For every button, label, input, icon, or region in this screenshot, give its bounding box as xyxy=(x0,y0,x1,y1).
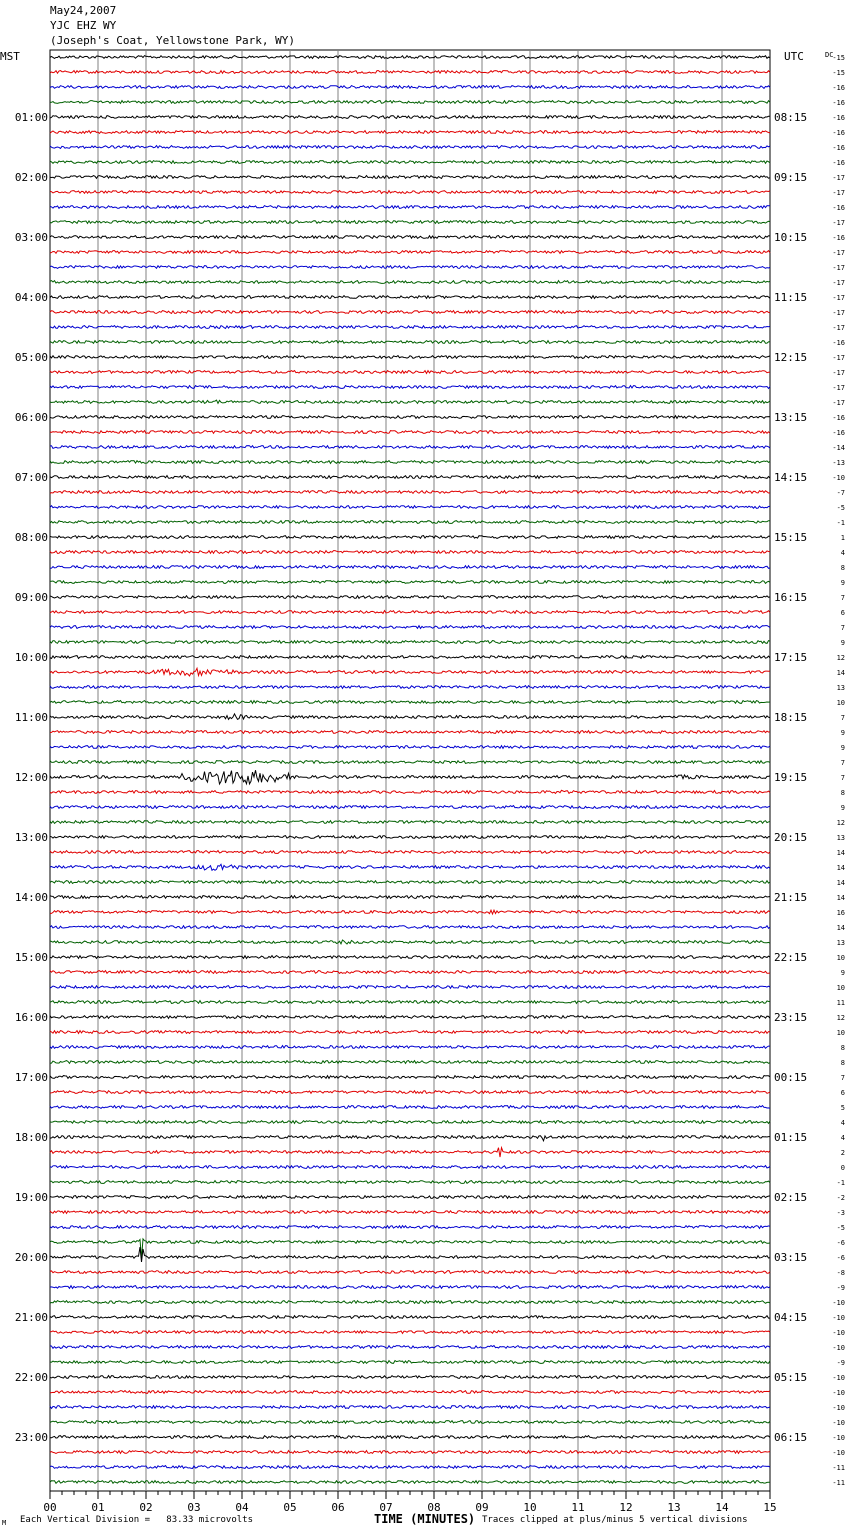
x-tick-label: 04 xyxy=(235,1501,249,1514)
utc-hour-label: 10:15 xyxy=(774,231,808,244)
trace-row xyxy=(50,296,770,299)
trace-row xyxy=(50,356,770,359)
trace-row xyxy=(50,341,770,344)
dc-offset-label: -10 xyxy=(832,1449,845,1457)
dc-offset-label: -16 xyxy=(832,234,845,242)
trace-row xyxy=(50,731,770,734)
dc-offset-label: -11 xyxy=(832,1479,845,1487)
trace-row xyxy=(50,1331,770,1334)
dc-offset-label: -9 xyxy=(836,1284,845,1292)
x-tick-label: 14 xyxy=(715,1501,729,1514)
trace-row xyxy=(50,806,770,809)
trace-row xyxy=(50,506,770,509)
dc-offset-label: -17 xyxy=(832,369,845,377)
trace-row xyxy=(50,864,770,870)
dc-offset-label: 14 xyxy=(836,894,845,902)
dc-offset-label: 9 xyxy=(840,729,845,737)
trace-row xyxy=(50,521,770,524)
mst-hour-label: 04:00 xyxy=(14,291,48,304)
trace-row xyxy=(50,1196,770,1199)
dc-offset-label: 7 xyxy=(840,1074,845,1082)
mst-hour-label: 18:00 xyxy=(14,1131,48,1144)
dc-offset-label: 16 xyxy=(836,909,845,917)
dc-offset-label: -7 xyxy=(836,489,845,497)
trace-row xyxy=(50,476,770,479)
dc-offset-label: -17 xyxy=(832,219,845,227)
x-tick-label: 03 xyxy=(187,1501,201,1514)
trace-row xyxy=(50,770,770,784)
dc-offset-label: -6 xyxy=(836,1239,845,1247)
dc-offset-label: -15 xyxy=(832,69,845,77)
dc-offset-label: 8 xyxy=(840,564,845,572)
dc-offset-label: -10 xyxy=(832,474,845,482)
trace-row xyxy=(50,191,770,194)
mst-hour-label: 16:00 xyxy=(14,1011,48,1024)
trace-row xyxy=(50,1076,770,1079)
dc-offset-label: 12 xyxy=(836,819,845,827)
x-tick-label: 15 xyxy=(763,1501,777,1514)
trace-row xyxy=(50,1301,770,1304)
trace-row xyxy=(50,1316,770,1319)
trace-row xyxy=(50,956,770,959)
clip-note: Traces clipped at plus/minus 5 vertical divisions xyxy=(482,1515,748,1525)
trace-row xyxy=(50,101,770,104)
trace-row xyxy=(50,206,770,209)
trace-row xyxy=(50,431,770,434)
utc-hour-label: 00:15 xyxy=(774,1071,808,1084)
dc-offset-label: -9 xyxy=(836,1359,845,1367)
station-code: YJC EHZ WY xyxy=(50,19,117,32)
dc-offset-label: 13 xyxy=(836,939,845,947)
axis-labels xyxy=(0,50,845,1514)
dc-offset-label: -1 xyxy=(836,519,845,527)
dc-offset-label: 9 xyxy=(840,639,845,647)
dc-offset-label: -17 xyxy=(832,189,845,197)
trace-row xyxy=(50,851,770,854)
dc-offset-label: 7 xyxy=(840,594,845,602)
trace-row xyxy=(50,896,770,899)
dc-offset-label: 13 xyxy=(836,684,845,692)
x-tick-label: 11 xyxy=(571,1501,585,1514)
dc-offset-label: 14 xyxy=(836,879,845,887)
utc-axis-title: UTC xyxy=(784,50,804,63)
trace-row xyxy=(50,761,770,764)
trace-row xyxy=(50,1481,770,1484)
trace-row xyxy=(50,1046,770,1049)
mst-hour-label: 19:00 xyxy=(14,1191,48,1204)
trace-row xyxy=(50,1211,770,1214)
trace-row xyxy=(50,1061,770,1064)
dc-offset-label: -10 xyxy=(832,1389,845,1397)
utc-hour-label: 18:15 xyxy=(774,711,808,724)
dc-offset-label: 10 xyxy=(836,699,845,707)
trace-row xyxy=(50,1106,770,1109)
utc-hour-label: 19:15 xyxy=(774,771,808,784)
trace-row xyxy=(50,926,770,929)
dc-offset-label: -10 xyxy=(832,1404,845,1412)
trace-row xyxy=(50,1406,770,1409)
dc-offset-label: -17 xyxy=(832,294,845,302)
traces xyxy=(50,56,770,1484)
x-tick-label: 09 xyxy=(475,1501,489,1514)
trace-row xyxy=(50,686,770,689)
trace-row xyxy=(50,371,770,374)
trace-row xyxy=(50,1136,770,1141)
trace-row xyxy=(50,790,770,793)
dc-offset-label: 10 xyxy=(836,954,845,962)
trace-row xyxy=(50,1361,770,1364)
trace-row xyxy=(50,821,770,824)
x-tick-label: 08 xyxy=(427,1501,441,1514)
trace-row xyxy=(50,400,770,403)
trace-row xyxy=(50,611,770,614)
mst-hour-label: 21:00 xyxy=(14,1311,48,1324)
dc-offset-label: -16 xyxy=(832,114,845,122)
utc-hour-label: 02:15 xyxy=(774,1191,808,1204)
dc-offset-label: 11 xyxy=(836,999,845,1007)
dc-offset-label: 13 xyxy=(836,834,845,842)
dc-offset-label: 7 xyxy=(840,624,845,632)
trace-row xyxy=(50,881,770,884)
mst-hour-label: 11:00 xyxy=(14,711,48,724)
trace-row xyxy=(50,986,770,989)
trace-row xyxy=(50,1166,770,1169)
dc-offset-label: 7 xyxy=(840,714,845,722)
mst-hour-label: 12:00 xyxy=(14,771,48,784)
dc-offset-label: -17 xyxy=(832,324,845,332)
utc-hour-label: 06:15 xyxy=(774,1431,808,1444)
x-tick-label: 01 xyxy=(91,1501,105,1514)
dc-offset-label: -17 xyxy=(832,354,845,362)
utc-hour-label: 09:15 xyxy=(774,171,808,184)
dc-offset-label: -6 xyxy=(836,1254,845,1262)
trace-row xyxy=(50,236,770,239)
dc-offset-label: 9 xyxy=(840,969,845,977)
mst-hour-label: 20:00 xyxy=(14,1251,48,1264)
dc-offset-label: -11 xyxy=(832,1464,845,1472)
dc-offset-label: -16 xyxy=(832,414,845,422)
dc-offset-label: -2 xyxy=(836,1194,845,1202)
utc-hour-label: 05:15 xyxy=(774,1371,808,1384)
dc-offset-label: 0 xyxy=(840,1164,845,1172)
dc-offset-label: -16 xyxy=(832,339,845,347)
trace-row xyxy=(50,1031,770,1034)
dc-offset-label: -10 xyxy=(832,1299,845,1307)
dc-offset-label: -16 xyxy=(832,204,845,212)
mst-hour-label: 13:00 xyxy=(14,831,48,844)
dc-offset-label: -1 xyxy=(836,1179,845,1187)
trace-row xyxy=(50,596,770,599)
dc-offset-label: 14 xyxy=(836,924,845,932)
dc-offset-label: 2 xyxy=(840,1149,845,1157)
trace-row xyxy=(50,251,770,254)
utc-hour-label: 13:15 xyxy=(774,411,808,424)
trace-row xyxy=(50,836,770,839)
dc-offset-label: -16 xyxy=(832,159,845,167)
trace-row xyxy=(50,1376,770,1379)
utc-hour-label: 03:15 xyxy=(774,1251,808,1264)
trace-row xyxy=(50,146,770,149)
dc-offset-label: 8 xyxy=(840,1059,845,1067)
utc-hour-label: 23:15 xyxy=(774,1011,808,1024)
trace-row xyxy=(50,746,770,749)
x-tick-label: 12 xyxy=(619,1501,633,1514)
trace-row xyxy=(50,161,770,164)
trace-row xyxy=(50,386,770,389)
trace-row xyxy=(50,1466,770,1469)
trace-row xyxy=(50,1001,770,1004)
trace-row xyxy=(50,1091,770,1094)
trace-row xyxy=(50,668,770,676)
utc-hour-label: 01:15 xyxy=(774,1131,808,1144)
trace-row xyxy=(50,1391,770,1394)
trace-row xyxy=(50,656,770,659)
trace-row xyxy=(50,1451,770,1454)
dc-offset-label: -10 xyxy=(832,1329,845,1337)
dc-offset-label: -3 xyxy=(836,1209,845,1217)
dc-offset-label: -17 xyxy=(832,264,845,272)
footer-mark: M xyxy=(2,1519,7,1527)
dc-offset-label: 1 xyxy=(840,534,845,542)
mst-hour-label: 09:00 xyxy=(14,591,48,604)
dc-offset-label: -10 xyxy=(832,1419,845,1427)
mst-axis-title: MST xyxy=(0,50,20,63)
dc-offset-label: 12 xyxy=(836,1014,845,1022)
trace-row xyxy=(50,221,770,224)
utc-hour-label: 15:15 xyxy=(774,531,808,544)
dc-offset-label: -10 xyxy=(832,1374,845,1382)
trace-row xyxy=(50,311,770,314)
trace-row xyxy=(50,551,770,554)
dc-offset-label: 10 xyxy=(836,984,845,992)
dc-offset-label: 14 xyxy=(836,864,845,872)
mst-hour-label: 05:00 xyxy=(14,351,48,364)
dc-offset-label: -16 xyxy=(832,99,845,107)
trace-row xyxy=(50,326,770,329)
trace-row xyxy=(50,1421,770,1424)
dc-axis-title: DC xyxy=(825,51,834,59)
dc-offset-label: -10 xyxy=(832,1314,845,1322)
dc-offset-label: 6 xyxy=(840,609,845,617)
trace-row xyxy=(50,701,770,704)
mst-hour-label: 14:00 xyxy=(14,891,48,904)
trace-row xyxy=(50,491,770,494)
dc-offset-label: 9 xyxy=(840,579,845,587)
dc-offset-label: -16 xyxy=(832,144,845,152)
dc-offset-label: 4 xyxy=(840,1134,845,1142)
trace-row xyxy=(50,1436,770,1439)
mst-hour-label: 07:00 xyxy=(14,471,48,484)
dc-offset-label: 8 xyxy=(840,1044,845,1052)
trace-row xyxy=(50,626,770,629)
dc-offset-label: -16 xyxy=(832,429,845,437)
x-tick-label: 00 xyxy=(43,1501,57,1514)
trace-row xyxy=(50,86,770,89)
dc-offset-label: -10 xyxy=(832,1434,845,1442)
dc-offset-label: -16 xyxy=(832,84,845,92)
trace-row xyxy=(50,1271,770,1274)
trace-row xyxy=(50,641,770,644)
dc-offset-label: -13 xyxy=(832,459,845,467)
utc-hour-label: 04:15 xyxy=(774,1311,808,1324)
x-tick-label: 10 xyxy=(523,1501,537,1514)
trace-row xyxy=(50,940,770,944)
x-axis-title: TIME (MINUTES) xyxy=(374,1512,476,1526)
dc-offset-label: -8 xyxy=(836,1269,845,1277)
dc-offset-label: -17 xyxy=(832,309,845,317)
trace-row xyxy=(50,910,770,914)
trace-row xyxy=(50,971,770,974)
mst-hour-label: 06:00 xyxy=(14,411,48,424)
dc-offset-label: -15 xyxy=(832,54,845,62)
dc-offset-label: 7 xyxy=(840,774,845,782)
x-tick-label: 13 xyxy=(667,1501,681,1514)
utc-hour-label: 16:15 xyxy=(774,591,808,604)
dc-offset-label: -10 xyxy=(832,1344,845,1352)
trace-row xyxy=(50,71,770,74)
mst-hour-label: 03:00 xyxy=(14,231,48,244)
utc-hour-label: 17:15 xyxy=(774,651,808,664)
trace-row xyxy=(50,1286,770,1289)
trace-row xyxy=(50,131,770,134)
utc-hour-label: 14:15 xyxy=(774,471,808,484)
trace-row xyxy=(50,266,770,269)
dc-offset-label: -16 xyxy=(832,129,845,137)
trace-row xyxy=(50,1346,770,1349)
trace-row xyxy=(50,116,770,119)
utc-hour-label: 12:15 xyxy=(774,351,808,364)
dc-offset-label: -17 xyxy=(832,174,845,182)
mst-hour-label: 17:00 xyxy=(14,1071,48,1084)
dc-offset-label: 14 xyxy=(836,669,845,677)
plot-date: May24,2007 xyxy=(50,4,117,17)
trace-row xyxy=(50,581,770,584)
trace-row xyxy=(50,1247,770,1262)
trace-row xyxy=(50,1016,770,1019)
utc-hour-label: 22:15 xyxy=(774,951,808,964)
mst-hour-label: 10:00 xyxy=(14,651,48,664)
trace-row xyxy=(50,176,770,179)
dc-offset-label: -17 xyxy=(832,399,845,407)
mst-hour-label: 02:00 xyxy=(14,171,48,184)
mst-hour-label: 23:00 xyxy=(14,1431,48,1444)
trace-row xyxy=(50,1226,770,1229)
utc-hour-label: 08:15 xyxy=(774,111,808,124)
trace-row xyxy=(50,281,770,284)
utc-hour-label: 11:15 xyxy=(774,291,808,304)
utc-hour-label: 20:15 xyxy=(774,831,808,844)
dc-offset-label: -5 xyxy=(836,1224,845,1232)
dc-offset-label: 9 xyxy=(840,804,845,812)
mst-hour-label: 08:00 xyxy=(14,531,48,544)
dc-offset-label: 12 xyxy=(836,654,845,662)
dc-offset-label: 9 xyxy=(840,744,845,752)
dc-offset-label: -17 xyxy=(832,279,845,287)
trace-row xyxy=(50,566,770,569)
dc-offset-label: 4 xyxy=(840,549,845,557)
mst-hour-label: 15:00 xyxy=(14,951,48,964)
x-tick-label: 06 xyxy=(331,1501,345,1514)
dc-offset-label: 8 xyxy=(840,789,845,797)
dc-offset-label: -17 xyxy=(832,384,845,392)
dc-offset-label: -14 xyxy=(832,444,845,452)
trace-row xyxy=(50,461,770,464)
x-tick-label: 02 xyxy=(139,1501,153,1514)
dc-offset-label: 10 xyxy=(836,1029,845,1037)
trace-row xyxy=(50,416,770,419)
dc-offset-label: 6 xyxy=(840,1089,845,1097)
trace-row xyxy=(50,1148,770,1157)
station-location: (Joseph's Coat, Yellowstone Park, WY) xyxy=(50,34,296,47)
x-tick-label: 05 xyxy=(283,1501,297,1514)
dc-offset-label: 7 xyxy=(840,759,845,767)
trace-row xyxy=(50,536,770,539)
trace-row xyxy=(50,1181,770,1184)
mst-hour-label: 22:00 xyxy=(14,1371,48,1384)
dc-offset-label: -17 xyxy=(832,249,845,257)
trace-row xyxy=(50,446,770,449)
x-tick-label: 07 xyxy=(379,1501,393,1514)
trace-row xyxy=(50,714,770,720)
dc-offset-label: -5 xyxy=(836,504,845,512)
trace-row xyxy=(50,1121,770,1124)
trace-row xyxy=(50,56,770,59)
utc-hour-label: 21:15 xyxy=(774,891,808,904)
dc-offset-label: 5 xyxy=(840,1104,845,1112)
dc-offset-label: 4 xyxy=(840,1119,845,1127)
scale-note: Each Vertical Division = 83.33 microvolts xyxy=(20,1515,253,1525)
mst-hour-label: 01:00 xyxy=(14,111,48,124)
dc-offset-label: 14 xyxy=(836,849,845,857)
